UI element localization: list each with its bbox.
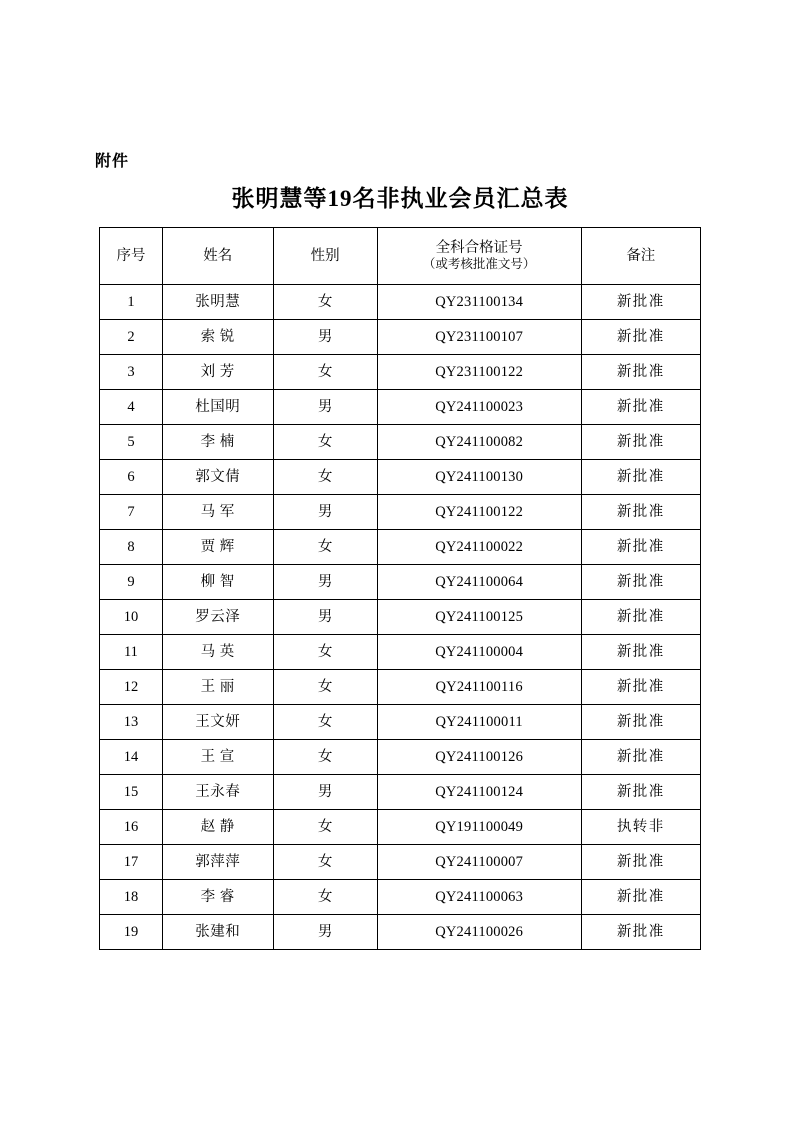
cell-index: 17 [100, 845, 163, 880]
cell-gender: 男 [273, 600, 377, 635]
table-row [100, 390, 701, 425]
cell-name: 郭萍萍 [162, 845, 273, 880]
table-row [100, 740, 701, 775]
column-header-gender-label: 性别 [310, 247, 340, 264]
table-row [100, 495, 701, 530]
column-header-gender [273, 228, 377, 285]
cell-certificate: QY241100125 [377, 600, 581, 635]
cell-name: 张建和 [162, 915, 273, 950]
summary-table [99, 227, 701, 950]
cell-name: 李 楠 [162, 425, 273, 460]
cell-certificate: QY241100122 [377, 495, 581, 530]
cell-index: 19 [100, 915, 163, 950]
cell-index: 14 [100, 740, 163, 775]
table-row [100, 320, 701, 355]
column-header-certificate [377, 228, 581, 285]
cell-gender: 男 [273, 390, 377, 425]
cell-remark: 执转非 [581, 810, 700, 845]
cell-remark: 新批准 [581, 320, 700, 355]
cell-remark: 新批准 [581, 565, 700, 600]
cell-remark: 新批准 [581, 285, 700, 320]
cell-certificate: QY241100130 [377, 460, 581, 495]
cell-name: 郭文倩 [162, 460, 273, 495]
table-row [100, 285, 701, 320]
cell-index: 5 [100, 425, 163, 460]
cell-index: 8 [100, 530, 163, 565]
table-row [100, 670, 701, 705]
attachment-label: 附件 [95, 153, 130, 170]
cell-remark: 新批准 [581, 530, 700, 565]
cell-name: 柳 智 [162, 565, 273, 600]
cell-gender: 女 [273, 285, 377, 320]
cell-gender: 女 [273, 880, 377, 915]
cell-gender: 男 [273, 495, 377, 530]
cell-gender: 男 [273, 915, 377, 950]
table-row [100, 810, 701, 845]
cell-index: 15 [100, 775, 163, 810]
column-header-certificate-label: 全科合格证号 [435, 240, 523, 257]
cell-remark: 新批准 [581, 495, 700, 530]
cell-index: 4 [100, 390, 163, 425]
cell-certificate: QY231100122 [377, 355, 581, 390]
cell-name: 王 宣 [162, 740, 273, 775]
cell-remark: 新批准 [581, 635, 700, 670]
cell-gender: 男 [273, 320, 377, 355]
cell-index: 1 [100, 285, 163, 320]
table-row [100, 705, 701, 740]
table-row [100, 530, 701, 565]
cell-index: 12 [100, 670, 163, 705]
table-row [100, 425, 701, 460]
cell-remark: 新批准 [581, 705, 700, 740]
cell-certificate: QY231100107 [377, 320, 581, 355]
cell-index: 9 [100, 565, 163, 600]
cell-remark: 新批准 [581, 845, 700, 880]
cell-certificate: QY241100004 [377, 635, 581, 670]
table-row [100, 775, 701, 810]
cell-certificate: QY241100026 [377, 915, 581, 950]
cell-remark: 新批准 [581, 460, 700, 495]
cell-gender: 女 [273, 355, 377, 390]
cell-certificate: QY241100124 [377, 775, 581, 810]
table-row [100, 600, 701, 635]
table-row [100, 460, 701, 495]
cell-index: 11 [100, 635, 163, 670]
cell-certificate: QY191100049 [377, 810, 581, 845]
cell-gender: 女 [273, 530, 377, 565]
cell-certificate: QY241100023 [377, 390, 581, 425]
cell-index: 16 [100, 810, 163, 845]
cell-certificate: QY231100134 [377, 285, 581, 320]
cell-index: 2 [100, 320, 163, 355]
cell-gender: 女 [273, 425, 377, 460]
cell-name: 罗云泽 [162, 600, 273, 635]
cell-name: 杜国明 [162, 390, 273, 425]
column-header-remark [581, 228, 700, 285]
cell-remark: 新批准 [581, 425, 700, 460]
column-header-certificate-sublabel: （或考核批准文号） [422, 257, 536, 272]
cell-name: 马 英 [162, 635, 273, 670]
cell-name: 张明慧 [162, 285, 273, 320]
cell-certificate: QY241100063 [377, 880, 581, 915]
cell-remark: 新批准 [581, 600, 700, 635]
cell-gender: 女 [273, 705, 377, 740]
cell-gender: 女 [273, 810, 377, 845]
cell-remark: 新批准 [581, 355, 700, 390]
cell-gender: 女 [273, 635, 377, 670]
cell-gender: 男 [273, 565, 377, 600]
cell-name: 索 锐 [162, 320, 273, 355]
column-header-index [100, 228, 163, 285]
table-header [100, 228, 701, 285]
cell-index: 13 [100, 705, 163, 740]
table-row [100, 565, 701, 600]
cell-index: 18 [100, 880, 163, 915]
cell-gender: 女 [273, 845, 377, 880]
cell-name: 李 睿 [162, 880, 273, 915]
cell-index: 6 [100, 460, 163, 495]
table-row [100, 635, 701, 670]
cell-remark: 新批准 [581, 390, 700, 425]
cell-name: 贾 辉 [162, 530, 273, 565]
cell-certificate: QY241100007 [377, 845, 581, 880]
table-row [100, 355, 701, 390]
cell-gender: 男 [273, 775, 377, 810]
cell-name: 马 军 [162, 495, 273, 530]
cell-index: 10 [100, 600, 163, 635]
table-header-row [100, 228, 701, 285]
cell-remark: 新批准 [581, 775, 700, 810]
page-title: 张明慧等19名非执业会员汇总表 [231, 186, 569, 211]
cell-name: 王永春 [162, 775, 273, 810]
cell-index: 7 [100, 495, 163, 530]
cell-name: 刘 芳 [162, 355, 273, 390]
table-row [100, 880, 701, 915]
cell-name: 王 丽 [162, 670, 273, 705]
column-header-name [162, 228, 273, 285]
cell-certificate: QY241100011 [377, 705, 581, 740]
cell-remark: 新批准 [581, 670, 700, 705]
table-row [100, 845, 701, 880]
table-body [100, 285, 701, 950]
column-header-index-label: 序号 [116, 247, 146, 264]
cell-name: 王文妍 [162, 705, 273, 740]
cell-certificate: QY241100126 [377, 740, 581, 775]
cell-remark: 新批准 [581, 915, 700, 950]
cell-index: 3 [100, 355, 163, 390]
cell-remark: 新批准 [581, 740, 700, 775]
column-header-remark-label: 备注 [626, 247, 656, 264]
cell-name: 赵 静 [162, 810, 273, 845]
cell-gender: 女 [273, 670, 377, 705]
cell-certificate: QY241100082 [377, 425, 581, 460]
table-row [100, 915, 701, 950]
cell-certificate: QY241100022 [377, 530, 581, 565]
cell-certificate: QY241100116 [377, 670, 581, 705]
cell-remark: 新批准 [581, 880, 700, 915]
column-header-name-label: 姓名 [203, 247, 233, 264]
cell-gender: 女 [273, 740, 377, 775]
cell-gender: 女 [273, 460, 377, 495]
cell-certificate: QY241100064 [377, 565, 581, 600]
summary-table-container [99, 227, 701, 950]
